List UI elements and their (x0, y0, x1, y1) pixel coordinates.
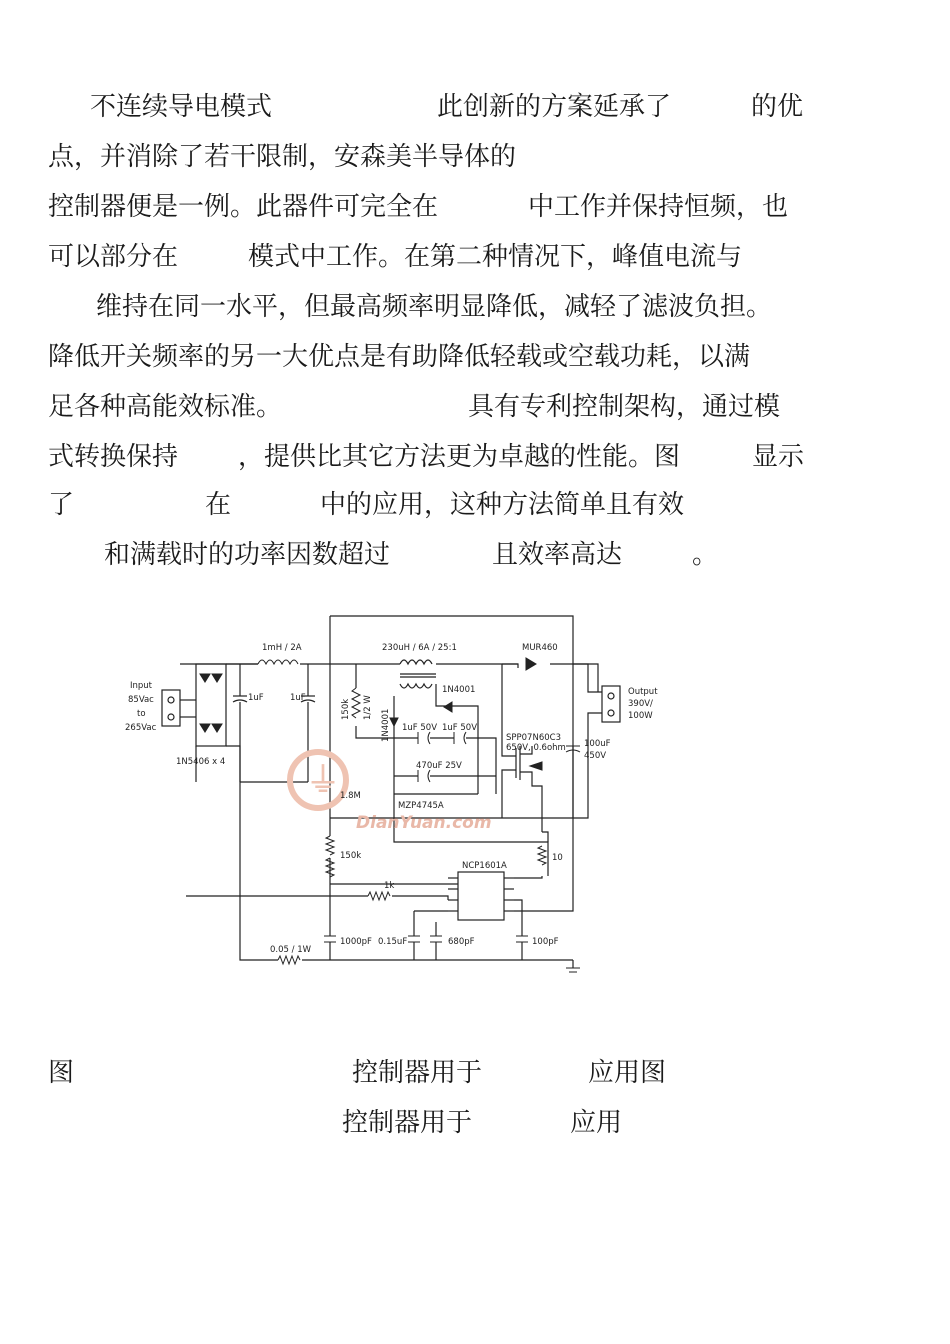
cap-1000p-label: 1000pF (340, 937, 372, 947)
text-segment: 降低开关频率的另一大优点是有助降低轻载或空载功耗，以满 (48, 342, 751, 372)
text-segment: 不连续导电模式 (90, 92, 273, 122)
cap-680p-label: 680pF (448, 937, 475, 947)
cap-out-label-2: 450V (584, 751, 607, 761)
text-segment: 控制器便是一例。此器件可完全在 (48, 192, 439, 222)
caption-segment: 控制器用于 (342, 1108, 473, 1138)
cap-470-label: 470uF 25V (416, 761, 462, 771)
cap-50v-b-label: 1uF 50V (442, 723, 478, 733)
text-segment: 了 (48, 490, 75, 520)
diode-1n4001-v-label: 1N4001 (381, 708, 391, 742)
ic-label: NCP1601A (462, 861, 507, 871)
svg-text:⏚: ⏚ (306, 761, 340, 801)
res-150k-half-label-2: 1/2 W (363, 695, 373, 720)
res-150k-label: 150k (340, 851, 362, 861)
output-label-1: Output (628, 687, 658, 697)
text-segment: 和满载时的功率因数超过 (104, 540, 391, 570)
cap-out-label-1: 100uF (584, 739, 611, 749)
cap-100p-label: 100pF (532, 937, 559, 947)
cap-50v-a-label: 1uF 50V (402, 723, 438, 733)
output-label-2: 390V/ (628, 699, 653, 709)
input-label-3: to (137, 709, 146, 719)
text-segment: 的优 (751, 92, 804, 122)
text-segment: 具有专利控制架构，通过模 (468, 392, 781, 422)
caption-segment: 应用图 (588, 1058, 667, 1088)
mosfet-label-1: SPP07N60C3 (506, 733, 561, 743)
circuit-schematic (118, 596, 663, 988)
input-label-1: Input (130, 681, 153, 691)
diode-out-label: MUR460 (522, 643, 558, 653)
caption-segment: 应用 (570, 1108, 623, 1138)
res-10-label: 10 (552, 853, 563, 863)
res-150k-half-label-1: 150k (341, 698, 351, 720)
res-1k-label: 1k (384, 881, 395, 891)
res-18m-label: 1.8M (340, 791, 361, 801)
text-segment: 中的应用，这种方法简单且有效 (320, 490, 685, 520)
text-segment: 足各种高能效标准。 (48, 392, 283, 422)
text-segment: 显示 (752, 442, 805, 472)
text-segment: 式转换保持 (48, 442, 179, 472)
text-segment: 可以部分在 (48, 242, 179, 272)
mosfet-label-2: 650V, 0.6ohm (506, 743, 566, 753)
cap1-label: 1uF (248, 693, 264, 703)
text-segment: 模式中工作。在第二种情况下，峰值电流与 (248, 242, 743, 272)
schematic-svg (118, 596, 663, 988)
input-label-2: 85Vac (128, 695, 154, 705)
watermark-text: DianYuan.com (356, 813, 492, 833)
bridge-label: 1N5406 x 4 (176, 757, 226, 767)
text-segment: 中工作并保持恒频，也 (528, 192, 789, 222)
text-segment: 点，并消除了若干限制，安森美半导体的 (48, 142, 517, 172)
caption-segment: 图 (48, 1058, 75, 1088)
zener-label: MZP4745A (398, 801, 444, 811)
text-segment: 且效率高达 (492, 540, 623, 570)
caption-segment: 控制器用于 (352, 1058, 483, 1088)
text-segment: ，提供比其它方法更为卓越的性能。图 (238, 442, 681, 472)
output-label-3: 100W (628, 711, 653, 721)
transformer-label: 230uH / 6A / 25:1 (382, 643, 457, 653)
cap-015u-label: 0.15uF (378, 937, 408, 947)
text-segment: 在 (205, 490, 232, 520)
res-sense-label: 0.05 / 1W (270, 945, 312, 955)
inductor-label: 1mH / 2A (262, 643, 302, 653)
cap2-label: 1uF (290, 693, 306, 703)
text-segment: 此创新的方案延承了 (437, 92, 672, 122)
text-segment: 。 (692, 540, 719, 570)
diode-1n4001-h-label: 1N4001 (442, 685, 476, 695)
input-label-4: 265Vac (125, 723, 157, 733)
text-segment: 维持在同一水平，但最高频率明显降低，减轻了滤波负担。 (96, 292, 773, 322)
